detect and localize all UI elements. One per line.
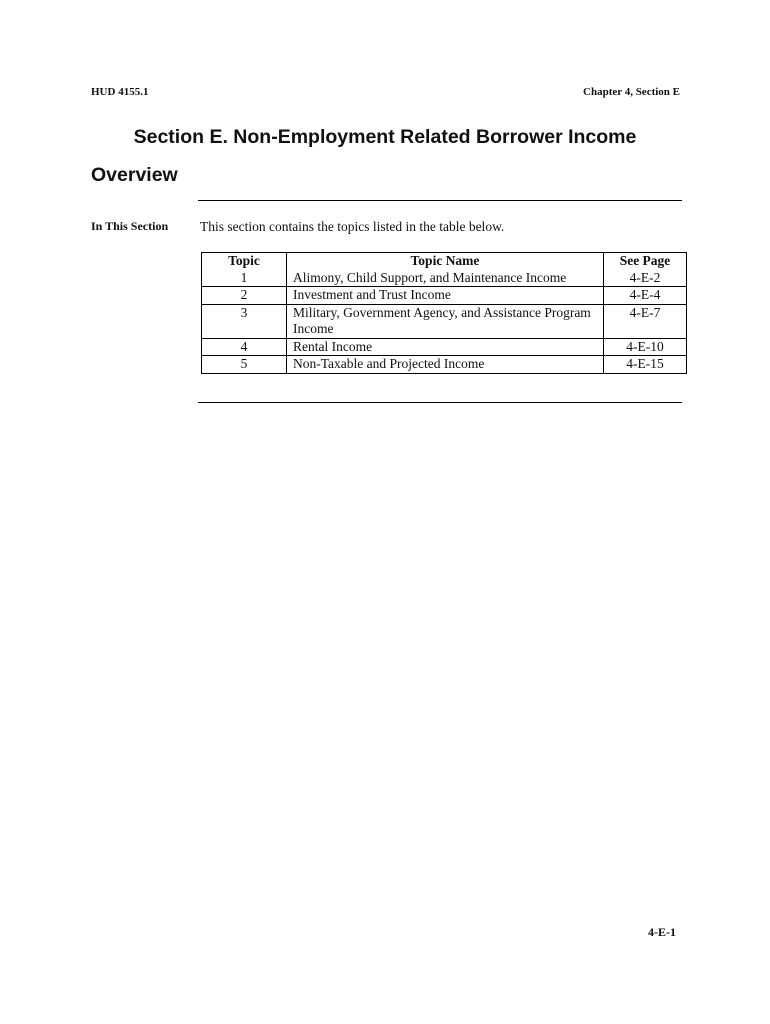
row-see-page: 4-E-15 (604, 356, 687, 374)
bottom-rule (198, 402, 682, 403)
section-title: Section E. Non-Employment Related Borrower Income (133, 126, 637, 148)
table-row (202, 356, 687, 374)
header-topic: Topic (202, 253, 287, 270)
header-topic-name: Topic Name (287, 253, 604, 270)
table-row (202, 270, 687, 287)
row-see-page: 4-E-2 (604, 270, 687, 287)
row-topic-name: Rental Income (287, 338, 604, 356)
row-topic-name: Investment and Trust Income (287, 287, 604, 305)
row-topic-name: Alimony, Child Support, and Maintenance Income (287, 270, 604, 287)
page-number: 4-E-1 (648, 925, 676, 939)
row-see-page: 4-E-4 (604, 287, 687, 305)
table-row (202, 287, 687, 305)
row-topic-number: 4 (202, 338, 287, 356)
topics-table (201, 252, 687, 374)
in-this-section-label: In This Section (91, 219, 169, 233)
overview-title: Overview (91, 164, 178, 186)
header-chapter: Chapter 4, Section E (583, 86, 680, 98)
table-row (202, 338, 687, 356)
table-header-row (202, 253, 687, 270)
header-document-id: HUD 4155.1 (91, 86, 149, 98)
top-rule (198, 200, 682, 201)
row-topic-number: 5 (202, 356, 287, 374)
intro-text: This section contains the topics listed in the table below. (200, 219, 505, 234)
row-see-page: 4-E-10 (604, 338, 687, 356)
row-topic-number: 3 (202, 304, 287, 338)
row-topic-name: Military, Government Agency, and Assistance Program Income (287, 304, 604, 338)
row-see-page: 4-E-7 (604, 304, 687, 338)
header-see-page: See Page (604, 253, 687, 270)
row-topic-name: Non-Taxable and Projected Income (287, 356, 604, 374)
table-row (202, 304, 687, 338)
row-topic-number: 2 (202, 287, 287, 305)
row-topic-number: 1 (202, 270, 287, 287)
